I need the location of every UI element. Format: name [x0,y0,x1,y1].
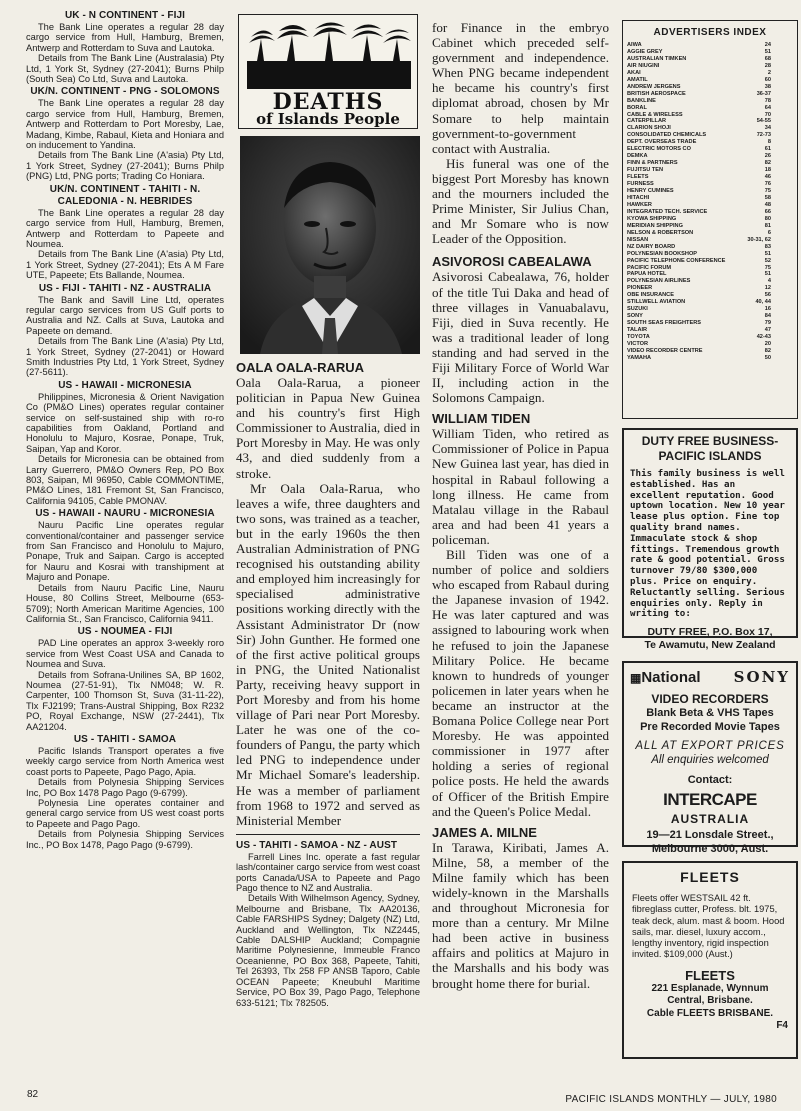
advertiser-entry [627,216,793,223]
fleets-body: Fleets offer WESTSAIL 42 ft. fibreglass cutter, Profess. blt. 1975, teak deck, alum. mast & boom. Hood sails, mar. diesel, luxury accom., lengthy inventory, rigid inspection invited. $109,000 (Aust.) [632,893,785,960]
samoa-shipping-paragraph: Farrell Lines Inc. operate a fast regular lash/container cargo service from west coast ports Canada/USA to Papeete and Pago Pago thence to NZ and Australia. [236,851,420,894]
advertiser-page: 18 [764,167,771,174]
advertiser-name: HENRY CUMINES [627,188,674,195]
samoa-shipping-paragraph: Details With Wilhelmson Agency, Sydney, Melbourne and Brisbane, Tlx AA20136, Cable FARSHIPS Sydney; Dalgety (NZ) Ltd, Auckland and Wellington, Tlx NZ2445, Cable DALSHIP Auckland; Compagnie Maritime Polynesienne, Immeuble Franco Oceanienne, PO Box 368, Papeete, Tahiti, Tel 26393, Tlx 258 FP ANSB Taporo, Cable OCEAN Papeete; Kneubuhl Maritime Service, PO Box 39, Pago Pago, Telephone 633-5121; Tlx 782505. [236,893,420,1008]
asivorosi-body [432,269,609,405]
advertiser-entry [627,244,793,251]
national-sony-ad [622,661,798,855]
nat-contact: Contact: [687,774,733,786]
page-number: 82 [27,1089,39,1100]
advertiser-page: 20 [764,340,771,347]
advertiser-entry [627,285,793,292]
advertiser-name: BRITISH AEROSPACE [627,90,686,97]
advertiser-page: 80 [764,215,771,222]
asivorosi-paragraph: Asivorosi Cabealawa, 76, holder of the title Tui Daka and head of three villages in Vanuabalavu, Fiji, died in Suva recently. He was a traditional leader of long standing and had served in the Fiji Military Force of World War II, including action in the Solomons Campaign. [432,269,609,406]
advertiser-name: OBE INSURANCE [627,292,674,299]
shipping-paragraph: PAD Line operates an approx 3-weekly roro service from West Coast USA and Canada to Noumea and Suva. [26,638,224,670]
advertiser-page: 30-31, 62 [747,236,771,243]
advertiser-page: 47 [764,327,771,334]
advertiser-name: HAWKER [627,201,652,208]
magazine-footer: PACIFIC ISLANDS MONTHLY — JULY, 1980 [565,1094,777,1105]
advertiser-name: POLYNESIAN BOOKSHOP [627,250,698,257]
advertiser-page: 64 [764,104,771,111]
advertiser-entry [627,118,793,125]
advertiser-name: YAMAHA [627,354,652,361]
advertiser-page: 46 [764,174,771,181]
advertiser-entry [627,160,793,167]
nat-addr-2: Melbourne 3000, Aust. [651,843,769,855]
advertiser-entry [627,153,793,160]
shipping-paragraph: Details for Micronesia can be obtained from Larry Guerrero, PM&O Owners Rep, PO Box 803, Saipan, MI 96950, Cable COMMONTIME, PM&O Lines, 181 Fremont St, San Francisco, California 94105, Cable PMONAV. [26,454,224,506]
shipping-paragraph: Pacific Islands Transport operates a five weekly cargo service from North America west coast ports to Papeete, Pago Pago, Apia. [26,745,224,777]
shipping-notice [26,508,224,624]
shipping-heading: US - FIJI - TAHITI - NZ - AUSTRALIA [38,282,212,294]
duty-footer-2: Te Awamutu, New Zealand [644,639,776,652]
advertiser-entry [627,112,793,119]
duty-free-ad [622,428,798,652]
advertiser-page: 51 [764,48,771,55]
nat-line-1: VIDEO RECORDERS [651,692,769,706]
oala-continuation [432,20,609,246]
oala-paragraph: Oala Oala-Rarua, a pioneer politician in Papua New Guinea and his country's first High Commissioner to Australia, died in Port Moresby in May. He was only 43, and died suddenly from a stroke. [236,375,420,481]
advertiser-name: BANKLINE [627,97,656,104]
shipping-paragraph: Nauru Pacific Line operates regular conventional/container and passenger service from San Francisco and Honolulu to Majuro, Ponape, Truk and Saipan. Cargo is accepted for Nauru and Kosrai with transhipment at Majuro and Ponape. [26,520,224,583]
advertiser-page: 76 [764,181,771,188]
advertiser-name: VICTOR [627,340,649,347]
fleets-addr-1: 221 Esplanade, Wynnum [651,982,769,994]
milne-heading: JAMES A. MILNE [432,824,537,840]
fleets-heading: FLEETS [680,869,740,885]
advertiser-page: 8 [767,139,771,146]
advertisers-list [627,42,793,362]
intercape-logo: INTERCAPE [663,790,757,809]
shipping-heading: US - TAHITI - SAMOA [73,733,177,745]
advertiser-name: INTEGRATED TECH. SERVICE [627,208,708,215]
advertiser-entry [627,348,793,355]
oala-paragraph: Mr Oala Oala-Rarua, who leaves a wife, three daughters and two sons, was trained as a teacher, but in the early 1960s the then Australian Administration of PNG recognised his outstanding ability and employed him increasingly for specialised administrative positions working directly with the Assistant Administrator Dr (now Sir) John Gunther. He formed one of the first active political groups in PNG, the United Nationalist Party, receiving heavy support in Port Moresby and from his home village of Pari near Port Moresby. Later he was one of the co-founders of Pangu, the party which led PNG to independence under Mr Michael Somare's leadership. He was a member of parliament from 1968 to 1972 and served as Ministerial Member [236,480,420,828]
advertiser-page: 75 [764,264,771,271]
advertiser-page: 84 [764,313,771,320]
deaths-title: DEATHS [272,89,384,115]
advertiser-page: 28 [764,62,771,69]
advertiser-name: NELSON & ROBERTSON [627,229,694,236]
shipping-heading: US - HAWAII - MICRONESIA [58,379,192,391]
tiden-body [432,426,609,818]
nat-line-3: Pre Recorded Movie Tapes [640,721,780,733]
advertiser-name: SONY [627,313,643,320]
advertiser-entry [627,271,793,278]
advertiser-page: 56 [764,292,771,299]
advertiser-page: 68 [764,55,771,62]
advertiser-entry [627,146,793,153]
advertiser-page: 83 [764,243,771,250]
national-logo: ▦National [630,668,701,686]
advertiser-entry [627,334,793,341]
advertiser-page: 54-55 [756,118,771,125]
advertiser-name: FINN & PARTNERS [627,160,678,167]
advertiser-name: AGGIE GREY [627,48,663,55]
oala-paragraph: for Finance in the embryo Cabinet which preceded self-government and independence. When PNG became independent he became his country's first diplomat abroad, chosen by Mr Somare to help maintain government-to-government contact with Australia. [432,20,609,156]
advertiser-page: 75 [764,188,771,195]
shipping-heading: UK - N CONTINENT - FIJI [64,10,186,21]
samoa-shipping-heading: US - TAHITI - SAMOA - NZ - AUST [236,839,398,851]
advertiser-name: NISSAN [627,236,649,243]
advertiser-page: 72-73 [756,132,771,139]
advertiser-name: NZ DAIRY BOARD [627,243,676,250]
advertiser-entry [627,341,793,348]
advertiser-entry [627,125,793,132]
advertiser-entry [627,327,793,334]
advertiser-name: STILLWELL AVIATION [627,299,686,306]
advertiser-page: 34 [764,125,771,132]
advertiser-name: FURNESS [627,181,654,188]
portrait-photo [240,136,420,354]
advertiser-name: CLARION SHOJI [627,125,671,132]
shipping-heading: US - HAWAII - NAURU - MICRONESIA [35,508,215,520]
asivorosi-heading: ASIVOROSI CABEALAWA [432,254,592,270]
advertiser-name: CATERPILLAR [627,118,667,125]
advertiser-entry [627,139,793,146]
advertiser-page: 58 [764,194,771,201]
advertiser-page: 38 [764,83,771,90]
oala-heading: OALA OALA-RARUA [236,360,365,375]
shipping-paragraph: The Bank Line operates a regular 28 day cargo service from Hull, Hamburg, Bremen, Antwerp and Rotterdam to Papeete and Noumea. [26,207,224,249]
advertiser-entry [627,98,793,105]
advertiser-name: KYOWA SHIPPING [627,215,677,222]
divider [236,834,420,835]
advertiser-entry [627,292,793,299]
oala-body [236,375,420,828]
advertiser-entry [627,181,793,188]
shipping-heading: US - NOUMEA - FIJI [77,626,173,638]
shipping-heading: UK/N. CONTINENT - TAHITI - N. CALEDONIA - N. HEBRIDES [49,183,201,207]
shipping-paragraph: Details from Polynesia Shipping Services Inc., PO Box 1478, Pago Pago (9-6799). [26,829,224,850]
shipping-paragraph: The Bank Line operates a regular 28 day cargo service from Hull, Hamburg, Bremen, Antwerp and Rotterdam to Port Moresby, Lae, Madang, Kimbe, Rabaul, Kieta and Honiara and on inducement to Yandina. [26,98,224,151]
advertiser-entry [627,63,793,70]
advertiser-page: 42-43 [756,334,771,341]
advertiser-entry [627,91,793,98]
advertiser-name: PIONEER [627,285,653,292]
advertiser-page: 66 [764,208,771,215]
advertiser-name: AMATIL [627,76,648,83]
tiden-paragraph: William Tiden, who retired as Commissioner of Police in Papua New Guinea last year, has died in hospital in Rabaul following a long illness. He came from Matalau village in the Rabaul area and had been 41 years a policeman. [432,426,609,547]
advertiser-entry [627,258,793,265]
fleets-ad [622,861,798,1059]
advertiser-name: FLEETS [627,174,649,181]
advertiser-page: 60 [764,76,771,83]
advertiser-page: 52 [764,257,771,264]
nat-addr-1: 19—21 Lonsdale Street., [646,829,774,841]
advertiser-entry [627,56,793,63]
fleets-addr-2: Central, Brisbane. [667,995,753,1007]
advertiser-page: 26 [764,153,771,160]
advertiser-name: PACIFIC FORUM [627,264,672,271]
shipping-paragraph: The Bank Line operates a regular 28 day cargo service from Hull, Hamburg, Bremen, Antwerp and Rotterdam to Suva and Lautoka. [26,22,224,53]
advertiser-page: 2 [767,69,771,76]
advertiser-page: 70 [764,111,771,118]
advertiser-name: HITACHI [627,194,650,201]
advertiser-page: 61 [764,146,771,153]
shipping-paragraph: The Bank and Savill Line Ltd, operates regular cargo services from US Gulf ports to Australia and NZ. Calls at Suva, Lautoka and Papeete on demand. [26,294,224,336]
fleets-code: F4 [776,1020,788,1032]
shipping-notice [26,184,224,281]
advertiser-name: POLYNESIAN AIRLINES [627,278,691,285]
advertiser-name: BORAL [627,104,647,111]
advertiser-entry [627,320,793,327]
advertiser-name: SUZUKI [627,306,648,313]
advertiser-entry [627,188,793,195]
advertiser-name: DEMKA [627,153,648,160]
advertiser-name: TOYOTA [627,334,650,341]
advertiser-entry [627,230,793,237]
shipping-notice [26,380,224,506]
deaths-subtitle: of Islands People [256,110,400,128]
samoa-shipping-body [236,852,420,1008]
shipping-paragraph: Details from Polynesia Shipping Services Inc, PO Box 1478 Pago Pago (9-6799). [26,777,224,798]
advertiser-entry [627,167,793,174]
shipping-paragraph: Details from Nauru Pacific Line, Nauru House, 80 Collins Street, Melbourne (653-5709); North American Maritime Agencies, 100 California St., San Francisco, California 9411. [26,582,224,624]
palm-trees-illustration [247,21,411,89]
advertiser-page: 79 [764,320,771,327]
advertiser-name: DEPT. OVERSEAS TRADE [627,139,697,146]
advertiser-entry [627,132,793,139]
advertiser-page: 40, 44 [755,299,771,306]
advertiser-entry [627,306,793,313]
duty-body: This family business is well established. Has an excellent reputation. Good uptown location. New 10 year lease plus option. Fine top quality brand names. Immaculate stock & shop fittings. Tremendous growth rate & good potential. Gross turnover 79/80 $300,000 plus. Price on enquiry. Reluctantly selling. Serious enquiries only. Reply in writing to: [630,468,785,620]
advertiser-entry [627,70,793,77]
advertiser-page: 50 [764,354,771,361]
advertiser-entry [627,313,793,320]
duty-heading-2: PACIFIC ISLANDS [658,449,762,463]
advertisers-title: ADVERTISERS INDEX [653,27,767,38]
advertiser-entry [627,209,793,216]
shipping-paragraph: Details from The Bank Line (A'asia) Pty Ltd, 1 York Street, Sydney (27-2041); Ets A M Fare UTE, Papeete; Ets Ballande, Noumea. [26,249,224,281]
advertiser-entry [627,77,793,84]
shipping-paragraph: Details from The Bank Line (A'asia) Pty Ltd, 1 York Street, Sydney (27-2041); Burns Philp (PNG) Ltd, PNG ports; Trading Co Honiara. [26,150,224,182]
advertiser-page: 51 [764,271,771,278]
shipping-notice [26,734,224,850]
advertiser-page: 51 [764,250,771,257]
oala-paragraph: His funeral was one of the biggest Port Moresby has known and the mourners included the Prime Minister, Sir Julius Chan, and Mr Somare who is now Leader of the Opposition. [432,155,609,247]
advertiser-entry [627,202,793,209]
advertiser-page: 24 [764,42,771,48]
shipping-notice [26,86,224,181]
advertiser-entry [627,49,793,56]
advertiser-name: CABLE & WIRELESS [627,111,683,118]
advertiser-entry [627,223,793,230]
shipping-column [26,10,224,1080]
advertiser-page: 4 [767,278,771,285]
shipping-paragraph: Philippines, Micronesia & Orient Navigation Co (PM&O Lines) operates regular container service on self-sustained ship with ro-ro capabilities from Oakland, Portland and Honolulu to Majuro, Kosrae, Ponape, Truk, Saipan, Yap and Koror. [26,391,224,454]
shipping-notice [26,10,224,84]
nat-line-2: Blank Beta & VHS Tapes [646,707,774,719]
shipping-notice [26,626,224,732]
shipping-paragraph: Details from The Bank Line (A'asia) Pty Ltd, 1 York Street, Sydney (27-2041) or Howard Smith Industries Pty Ltd, 1 York Street, Sydney (27-5611). [26,336,224,378]
advertiser-name: AUSTRALIAN TIMKEN [627,55,687,62]
advertiser-entry [627,42,793,49]
advertiser-page: 82 [764,347,771,354]
duty-heading-1: DUTY FREE BUSINESS- [641,434,779,448]
tiden-heading: WILLIAM TIDEN [432,411,531,427]
duty-footer-1: DUTY FREE, P.O. Box 17, [647,626,773,639]
advertiser-name: VIDEO RECORDER CENTRE [627,347,703,354]
advertiser-page: 78 [764,97,771,104]
shipping-heading: UK/N. CONTINENT - PNG - SOLOMONS [30,86,220,98]
advertiser-page: 81 [764,222,771,229]
advertiser-page: 48 [764,201,771,208]
milne-paragraph: In Tarawa, Kiribati, James A. Milne, 58, a member of the Milne family which has been widely-known in the Marshalls and throughout Micronesia for more than a century. Mr Milne had been active in business affairs and politics at Majuro in the Marshalls and his body was brought home there for burial. [432,839,609,991]
advertiser-entry [627,195,793,202]
advertiser-name: ELECTRIC MOTORS CO [627,146,691,153]
national-mark-icon: ▦ [630,670,642,685]
shipping-paragraph: Details from Sofrana-Unilines SA, BP 1602, Noumea (27-51-91), Tlx NM048; W. R. Carpenter, 100 Thomson St, Suva (31-11-22), Tlx FJ2199; Trans-Austral Shipping, Box R232 PO, Royal Exchange, NSW (27-2441), Tlx AA21204. [26,669,224,732]
advertiser-name: TALAIR [627,327,648,334]
advertiser-entry [627,84,793,91]
advertiser-entry [627,265,793,272]
obituaries-column [432,20,609,1084]
advertiser-page: 12 [764,285,771,292]
advertisers-index [622,20,798,419]
advertiser-name: PACIFIC TELEPHONE CONFERENCE [627,257,726,264]
nat-export: ALL AT EXPORT PRICES [635,740,785,752]
fleets-heading-2: FLEETS [685,967,735,983]
advertiser-page: 6 [767,229,771,236]
advertiser-name: MERIDIAN SHIPPING [627,222,683,229]
tiden-paragraph: Bill Tiden was one of a number of police and soldiers who escaped from Rabaul during the Japanese invasion of 1942. He was later captured and was assigned to labouring work when he refused to join the Japanese Military Police. He became known to hundreds of younger policemen in later years when he became an instructor at the Bomana Police College near Port Moresby. He was appointed commissioner in 1977 after holding a series of regional police posts. He held the awards of Officer of the British Empire and the Queen's Police Medal. [432,547,609,819]
shipping-paragraph: Polynesia Line operates container and general cargo service from US west coast ports to Papeete and Pago Pago. [26,798,224,829]
advertiser-entry [627,237,793,244]
advertiser-page: 82 [764,160,771,167]
advertiser-page: 36-37 [756,90,771,97]
shipping-paragraph: Details from The Bank Line (Australasia) Pty Ltd, 1 York St, Sydney (27-2041); Burns Philp (South Sea) Co Ltd, Suva and Lautoka. [26,53,224,85]
advertiser-entry [627,251,793,258]
advertiser-name: SOUTH SEAS FREIGHTERS [627,320,701,327]
nat-enquiries: All enquiries welcomed [651,754,769,766]
advertiser-entry [627,174,793,181]
shipping-notice [26,283,224,378]
advertiser-name: ANDREW JERGENS [627,83,681,90]
advertiser-entry [627,105,793,112]
deaths-column [236,12,420,1084]
sony-logo: SONY [733,668,790,686]
advertiser-entry [627,278,793,285]
advertiser-name: AIR NIUGINI [627,62,660,69]
advertiser-name: PAPUA HOTEL [627,271,667,278]
advertiser-entry [627,355,793,362]
advertiser-entry [627,299,793,306]
advertiser-name: AKAI [627,69,641,76]
advertiser-page: 16 [764,306,771,313]
milne-body [432,840,609,991]
advertiser-name: CONSOLIDATED CHEMICALS [627,132,707,139]
deaths-banner [238,14,418,129]
fleets-addr-3: Cable FLEETS BRISBANE. [646,1007,774,1019]
advertiser-name: AIWA [627,42,642,48]
advertiser-name: FUJITSU TEN [627,167,664,174]
ads-column [622,20,798,1059]
nat-country: AUSTRALIA [670,812,750,826]
